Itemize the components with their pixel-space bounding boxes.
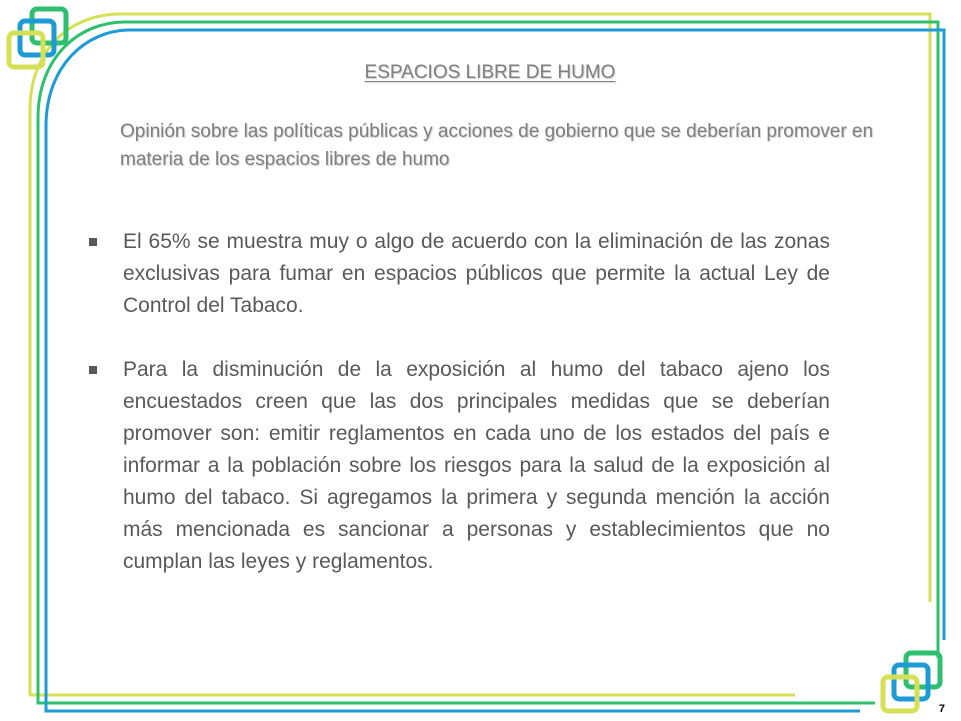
- bullet-text: Para la disminución de la exposición al humo del tabaco ajeno los encuestados creen que las dos principales medidas que se deberían promover son: emitir reglamentos en cada uno de los estados del país e informar a la población sobre los riesgos para la salud de la exposición al humo del tabaco. Si agregamos la primera y segunda mención la acción más mencionada es sancionar a personas y establecimientos que no cumplan las leyes y reglamentos.: [123, 358, 830, 573]
- slide-subtitle: Opinión sobre las políticas públicas y acciones de gobierno que se deberían promover en materia de los espacios libres de humo: [120, 121, 874, 170]
- bullet-text: El 65% se muestra muy o algo de acuerdo con la eliminación de las zonas exclusivas para fumar en espacios públicos que permite la actual Ley de Control del Tabaco.: [123, 230, 830, 317]
- page-number: 7: [938, 703, 945, 715]
- square-bullet-icon: [89, 238, 97, 246]
- logo-bottom-right: [880, 650, 944, 714]
- bullet-item: [85, 354, 830, 578]
- slide-title: ESPACIOS LIBRE DE HUMO: [364, 62, 616, 83]
- bullet-list: [85, 226, 830, 610]
- bullet-item: [85, 226, 830, 322]
- logo-top-left: [6, 6, 70, 70]
- square-bullet-icon: [89, 366, 97, 374]
